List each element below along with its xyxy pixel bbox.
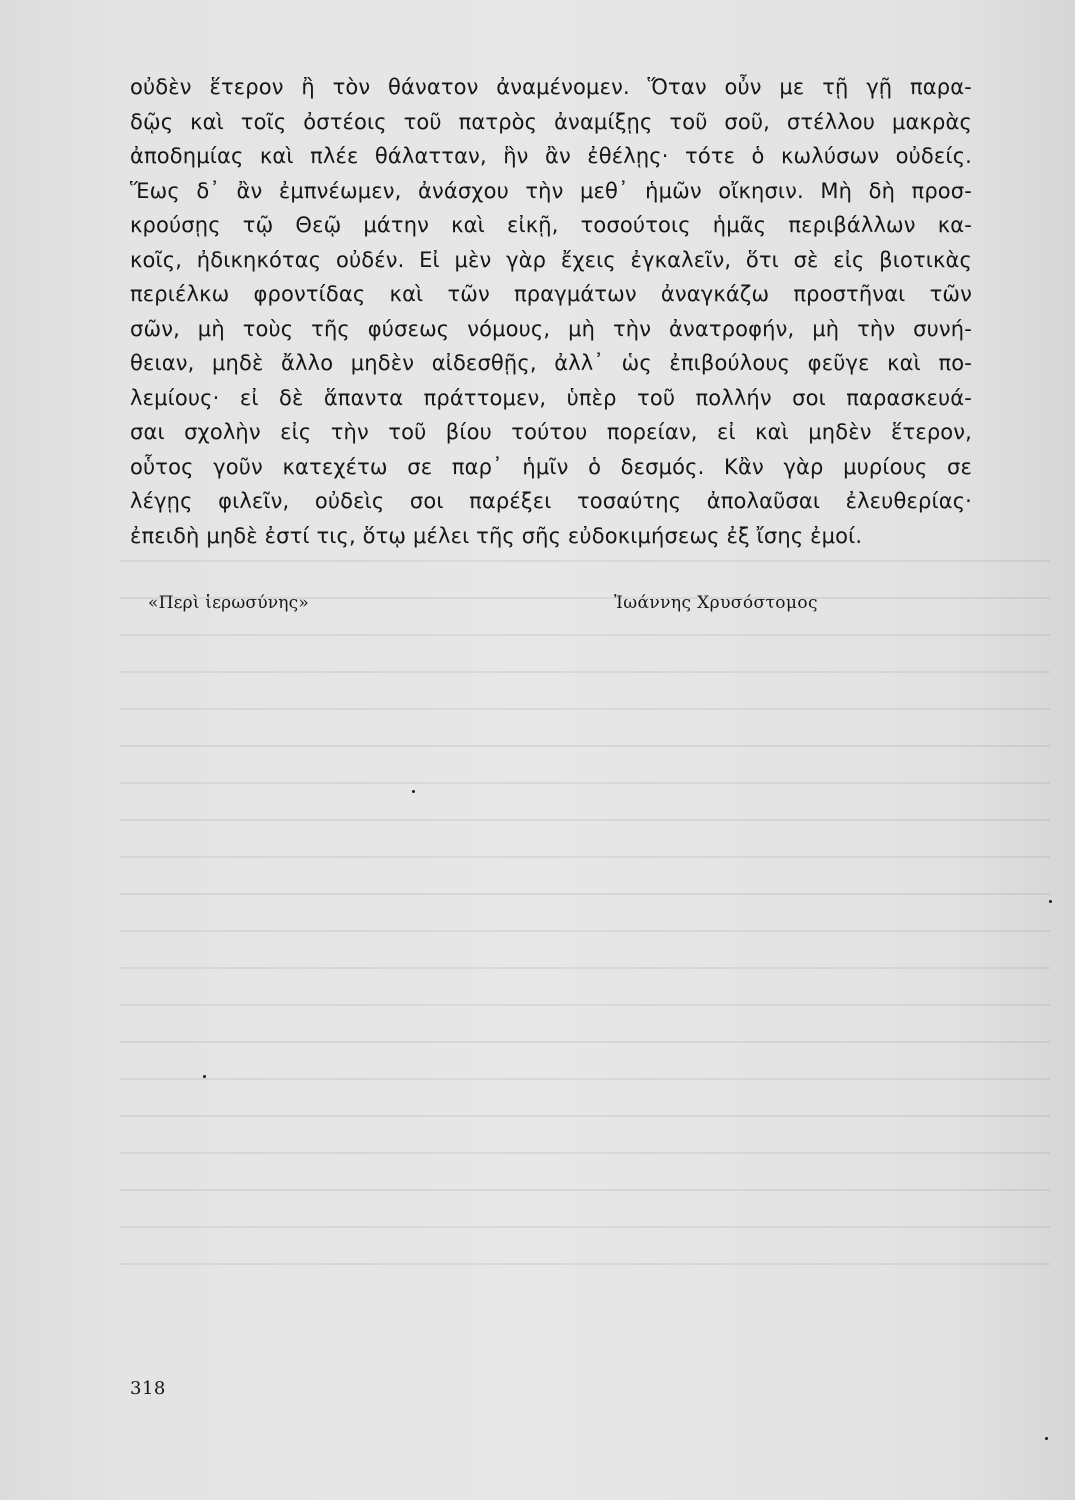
body-text-line: λέγῃς φιλεῖν, οὐδεὶς σοι παρέξει τοσαύτης ἀπολαῦσαι ἐλευθερίας· (130, 489, 972, 513)
body-text-line: οὐδὲν ἕτερον ἢ τὸν θάνατον ἀναμένομεν. Ὅταν οὖν με τῇ γῇ παρα- (130, 75, 972, 99)
print-speck (1045, 1437, 1048, 1440)
print-speck (412, 790, 415, 793)
show-through-text (120, 560, 1050, 1280)
body-text-line: οὗτος γοῦν κατεχέτω σε παρ᾽ ἡμῖν ὁ δεσμός. Κἂν γὰρ μυρίους σε (130, 454, 972, 479)
body-text-line: λεμίους· εἰ δὲ ἅπαντα πράττομεν, ὑπὲρ τοῦ πολλήν σοι παρασκευά- (130, 385, 972, 410)
body-text-line: σῶν, μὴ τοὺς τῆς φύσεως νόμους, μὴ τὴν ἀνατροφήν, μὴ τὴν συνή- (130, 316, 972, 341)
body-text-line: ἀποδημίας καὶ πλέε θάλατταν, ἣν ἂν ἐθέλῃς· τότε ὁ κωλύσων οὐδείς. (130, 144, 972, 168)
body-text (130, 70, 972, 553)
body-text-line: δῷς καὶ τοῖς ὀστέοις τοῦ πατρὸς ἀναμίξῃς τοῦ σοῦ, στέλλου μακρὰς (130, 109, 972, 134)
print-speck (1049, 900, 1052, 903)
body-text-line: Ἕως δ᾽ ἂν ἐμπνέωμεν, ἀνάσχου τὴν μεθ᾽ ἡμῶν οἴκησιν. Μὴ δὴ προσ- (130, 178, 972, 203)
author-name: Ἰωάννης Χρυσόστομος (614, 593, 818, 613)
body-text-line: σαι σχολὴν εἰς τὴν τοῦ βίου τούτου πορείαν, εἰ καὶ μηδὲν ἕτερον, (130, 420, 972, 444)
print-speck (203, 1075, 206, 1078)
body-text-line: ἐπειδὴ μηδὲ ἐστί τις, ὅτῳ μέλει τῆς σῆς εὐδοκιμήσεως ἐξ ἴσης ἐμοί. (130, 523, 863, 548)
attribution (130, 593, 972, 623)
body-text-line: κρούσῃς τῷ Θεῷ μάτην καὶ εἰκῇ, τοσούτοις ἡμᾶς περιβάλλων κα- (130, 213, 972, 237)
work-title: «Περὶ ἱερωσύνης» (148, 593, 310, 613)
body-text-line: κοῖς, ἠδικηκότας οὐδέν. Εἰ μὲν γὰρ ἔχεις ἐγκαλεῖν, ὅτι σὲ εἰς βιοτικὰς (130, 247, 972, 272)
body-text-line: θειαν, μηδὲ ἄλλο μηδὲν αἰδεσθῇς, ἀλλ᾽ ὡς ἐπιβούλους φεῦγε καὶ πο- (130, 351, 972, 375)
body-text-line: περιέλκω φροντίδας καὶ τῶν πραγμάτων ἀναγκάζω προστῆναι τῶν (130, 282, 972, 306)
page-number: 318 (130, 1378, 166, 1399)
